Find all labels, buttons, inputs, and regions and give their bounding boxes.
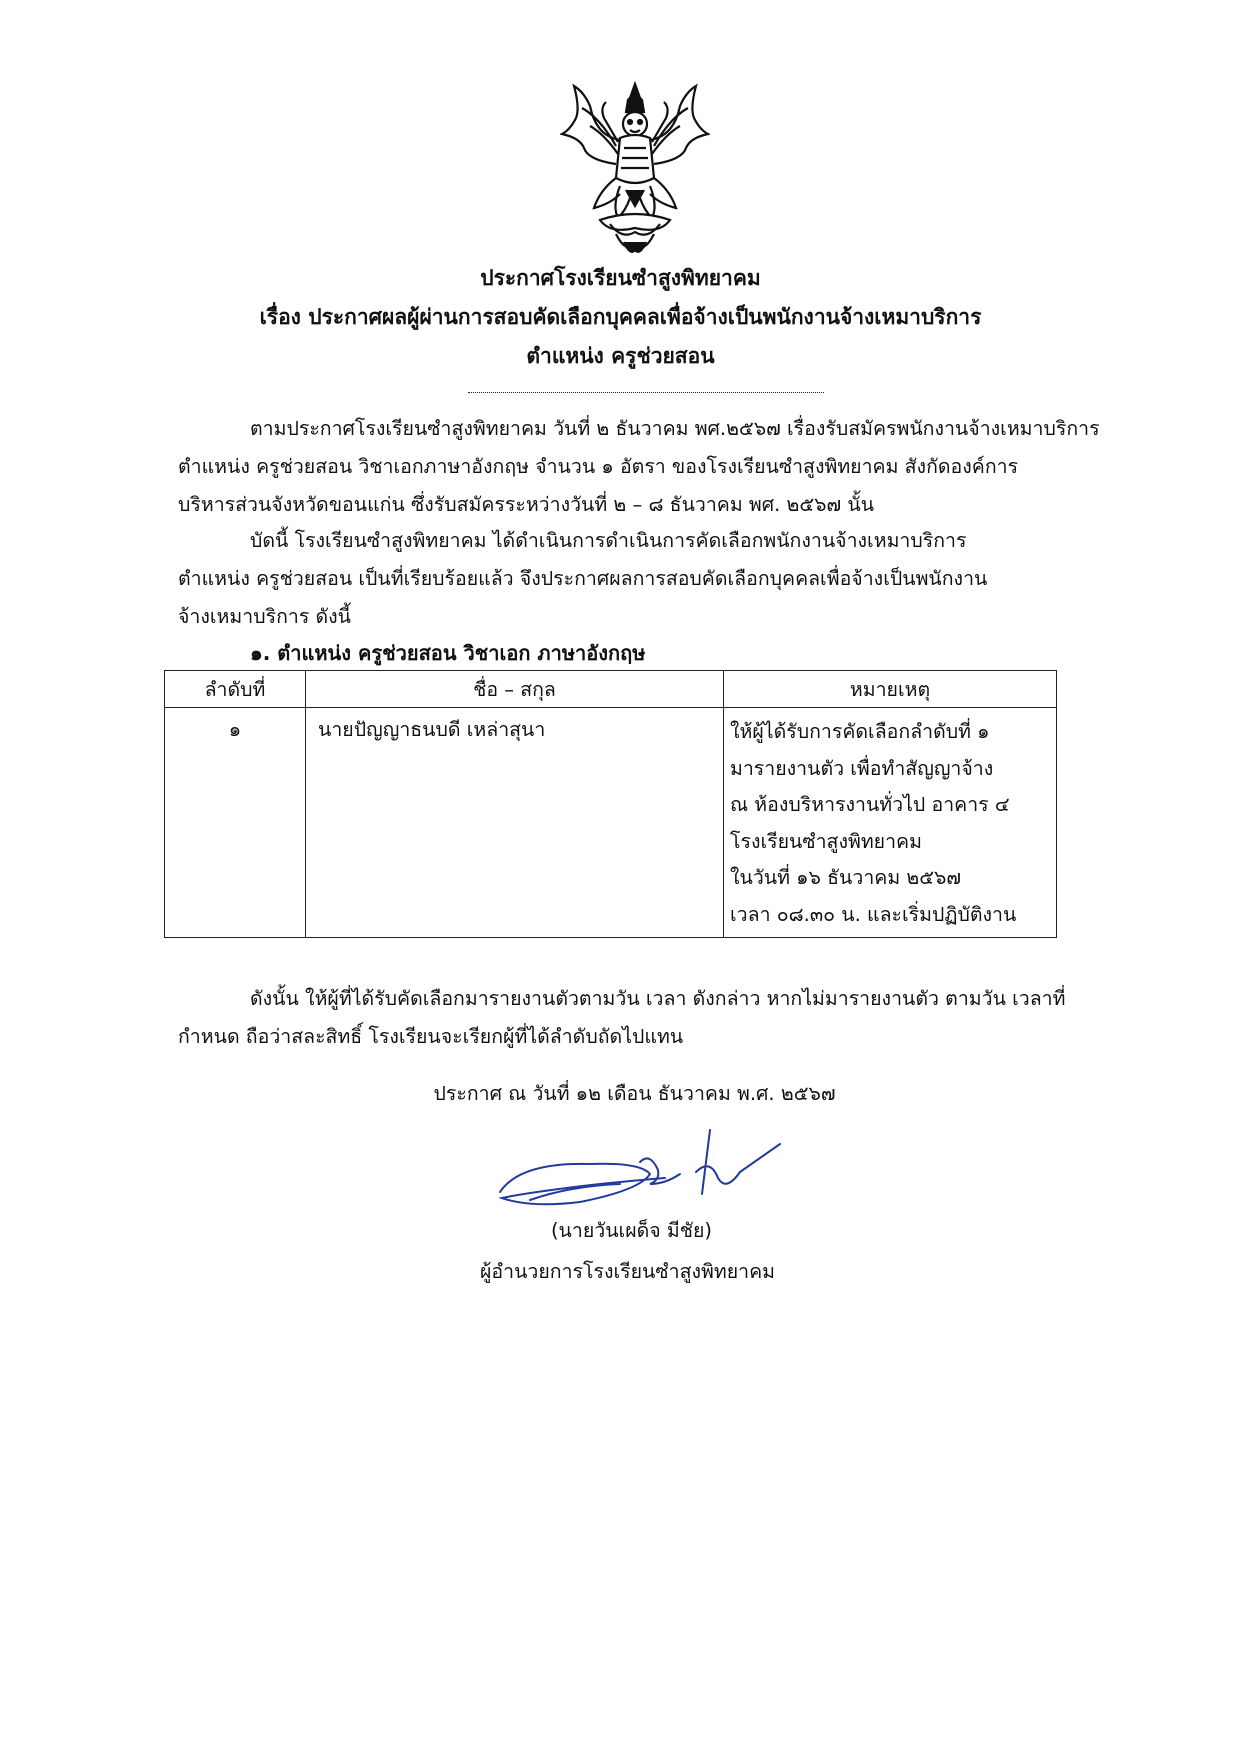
cell-name: นายปัญญาธนบดี เหล่าสุนา: [306, 708, 724, 938]
paragraph-line: ตำแหน่ง ครูช่วยสอน เป็นที่เรียบร้อยแล้ว จึงประกาศผลการสอบคัดเลือกบุคคลเพื่อจ้างเป็นพนักงาน: [178, 567, 988, 590]
results-table: [164, 670, 1057, 938]
announcement-subject: เรื่อง ประกาศผลผู้ผ่านการสอบคัดเลือกบุคคลเพื่อจ้างเป็นพนักงานจ้างเหมาบริการ: [259, 305, 982, 329]
note-line: โรงเรียนซำสูงพิทยาคม: [730, 829, 922, 853]
paragraph-reference: [178, 410, 1118, 524]
note-line: ในวันที่ ๑๖ ธันวาคม ๒๕๖๗: [730, 866, 962, 889]
column-header-order: ลำดับที่: [165, 671, 306, 708]
garuda-emblem-icon: [560, 78, 710, 256]
signer-title: ผู้อำนวยการโรงเรียนซำสูงพิทยาคม: [480, 1260, 775, 1283]
paragraph-line: กำหนด ถือว่าสละสิทธิ์ โรงเรียนจะเรียกผู้ที่ได้ลำดับถัดไปแทน: [178, 1025, 684, 1048]
paragraph-line: บริหารส่วนจังหวัดขอนแก่น ซึ่งรับสมัครระหว่างวันที่ ๒ – ๘ ธันวาคม พศ. ๒๕๖๗ นั้น: [178, 493, 875, 516]
paragraph-line: จ้างเหมาบริการ ดังนี้: [178, 605, 352, 628]
announcement-date: ประกาศ ณ วันที่ ๑๒ เดือน ธันวาคม พ.ศ. ๒๕๖๗: [433, 1082, 836, 1105]
table-header-row: [165, 671, 1057, 708]
column-header-note: หมายเหตุ: [724, 671, 1057, 708]
signer-name: (นายวันเผด็จ มีชัย): [550, 1219, 713, 1242]
paragraph-conclusion: [178, 980, 1118, 1056]
note-line: ให้ผู้ได้รับการคัดเลือกลำดับที่ ๑: [730, 720, 990, 743]
paragraph-line: บัดนี้ โรงเรียนซำสูงพิทยาคม ได้ดำเนินการดำเนินการคัดเลือกพนักงานจ้างเหมาบริการ: [250, 529, 967, 552]
section-heading: ๑. ตำแหน่ง ครูช่วยสอน วิชาเอก ภาษาอังกฤษ: [250, 641, 646, 665]
paragraph-line: ตำแหน่ง ครูช่วยสอน วิชาเอกภาษาอังกฤษ จำนวน ๑ อัตรา ของโรงเรียนซำสูงพิทยาคม สังกัดองค์การ: [178, 455, 1019, 478]
cell-order: ๑: [165, 708, 306, 938]
note-line: เวลา ๐๘.๓๐ น. และเริ่มปฏิบัติงาน: [730, 902, 1017, 926]
paragraph-result: [178, 522, 1118, 636]
handwritten-signature: [490, 1122, 810, 1222]
paragraph-line: ดังนั้น ให้ผู้ที่ได้รับคัดเลือกมารายงานตัวตามวัน เวลา ดังกล่าว หากไม่มารายงานตัว ตามวัน เวลาที่: [250, 987, 1066, 1010]
note-line: ณ ห้องบริหารงานทั่วไป อาคาร ๔: [730, 793, 1010, 816]
announcement-title: ประกาศโรงเรียนซำสูงพิทยาคม: [480, 266, 761, 290]
cell-note: [724, 708, 1057, 938]
announcement-position: ตำแหน่ง ครูช่วยสอน: [526, 344, 715, 368]
note-line: มารายงานตัว เพื่อทำสัญญาจ้าง: [730, 756, 994, 780]
column-header-name: ชื่อ – สกุล: [306, 671, 724, 708]
dotted-divider: [468, 380, 824, 393]
paragraph-line: ตามประกาศโรงเรียนซำสูงพิทยาคม วันที่ ๒ ธันวาคม พศ.๒๕๖๗ เรื่องรับสมัครพนักงานจ้างเหมาบริการ: [250, 417, 1100, 440]
table-row: [165, 708, 1057, 938]
